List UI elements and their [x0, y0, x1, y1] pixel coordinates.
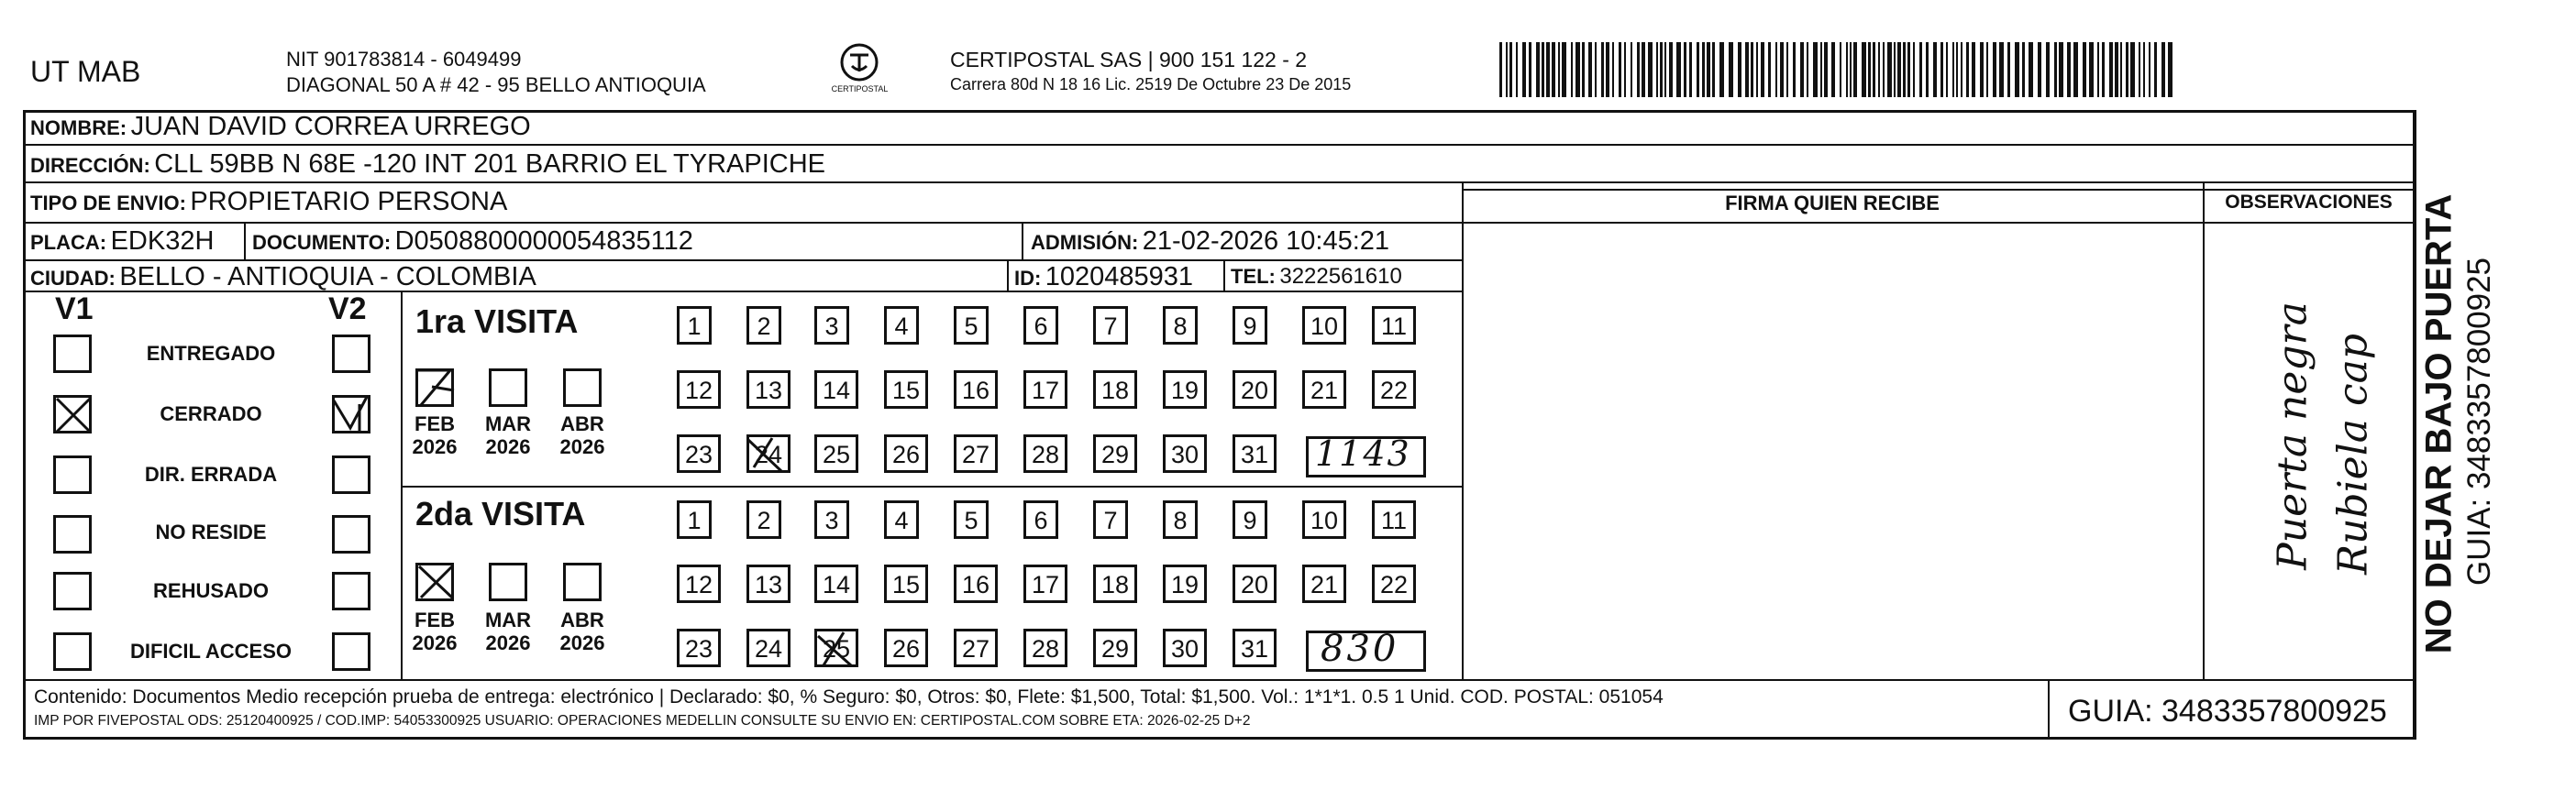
logo-text: CERTIPOSTAL	[831, 84, 889, 93]
second-visit-mar-checkbox[interactable]	[489, 563, 527, 601]
second-visit-day-10[interactable]: 10	[1302, 500, 1346, 539]
v2-rehusado-checkbox[interactable]	[332, 572, 370, 610]
barcode-bar	[1689, 42, 1692, 97]
second-visit-day-9[interactable]: 9	[1233, 500, 1267, 539]
second-visit-day-11[interactable]: 11	[1372, 500, 1416, 539]
barcode-bar	[1729, 42, 1733, 97]
barcode-bar	[2083, 42, 2086, 97]
barcode-bar	[1612, 42, 1614, 97]
second-visit-day-17[interactable]: 17	[1023, 565, 1067, 603]
first-visit-day-1[interactable]: 1	[677, 306, 712, 345]
option-rehusado: REHUSADO	[153, 579, 269, 602]
certipostal-line2: Carrera 80d N 18 16 Lic. 2519 De Octubre 23 De 2015	[950, 75, 1352, 93]
first-visit-day-16[interactable]: 16	[954, 370, 998, 409]
barcode-bar	[1952, 42, 1954, 97]
second-visit-day-21[interactable]: 21	[1302, 565, 1346, 603]
barcode-bar	[1619, 42, 1621, 97]
barcode-bar	[1999, 42, 2004, 97]
barcode-bar	[1800, 42, 1804, 97]
barcode-bar	[1536, 42, 1540, 97]
barcode-bar	[1669, 42, 1673, 97]
second-mar-label: MAR	[484, 609, 532, 631]
barcode-bar	[1840, 42, 1841, 97]
second-abr-year: 2026	[559, 631, 605, 654]
v1-dir-errada-checkbox[interactable]	[53, 455, 92, 494]
company-address: DIAGONAL 50 A # 42 - 95 BELLO ANTIOQUIA	[286, 73, 706, 96]
barcode-bar	[2149, 42, 2150, 97]
barcode-bar	[1972, 42, 1975, 97]
barcode-bar	[2097, 42, 2099, 97]
second-visit-day-5[interactable]: 5	[954, 500, 989, 539]
first-visit-time: 1143	[1315, 433, 1411, 474]
barcode-bar	[1664, 42, 1666, 97]
placa-field	[30, 226, 214, 257]
barcode-bar	[1850, 42, 1852, 97]
barcode-bar	[2015, 42, 2019, 97]
first-visit-title: 1ra VISITA	[415, 302, 579, 340]
barcode-bar	[2143, 42, 2145, 97]
v1-rehusado-checkbox[interactable]	[53, 572, 92, 610]
barcode-bar	[1986, 42, 1988, 97]
second-visit-day-26[interactable]: 26	[884, 629, 928, 667]
barcode-bar	[1903, 42, 1906, 97]
ciudad-label: CIUDAD:	[30, 267, 116, 290]
barcode-bar	[1738, 42, 1741, 97]
logo-icon	[830, 42, 890, 88]
barcode-bar	[1853, 42, 1857, 97]
barcode-bar	[1897, 42, 1901, 97]
nombre-label: NOMBRE:	[30, 116, 127, 139]
barcode-bar	[1499, 42, 1502, 97]
second-visit-day-6[interactable]: 6	[1023, 500, 1058, 539]
admision-label: ADMISIÓN:	[1031, 231, 1139, 254]
barcode-bar	[1660, 42, 1663, 97]
tel-value: 3222561610	[1279, 264, 1402, 289]
first-visit-day-17[interactable]: 17	[1023, 370, 1067, 409]
option-dificil-acceso: DIFICIL ACCESO	[129, 640, 292, 663]
barcode-bar	[2102, 42, 2105, 97]
barcode-bar	[2154, 42, 2157, 97]
barcode-bar	[1887, 42, 1892, 97]
first-visit-day-14[interactable]: 14	[814, 370, 858, 409]
first-visit-day-9[interactable]: 9	[1233, 306, 1267, 345]
barcode-bar	[1980, 42, 1984, 97]
tipo-envio-label: TIPO DE ENVIO:	[30, 192, 186, 214]
first-visit-day-18[interactable]: 18	[1093, 370, 1137, 409]
first-feb-year: 2026	[412, 435, 458, 458]
barcode-bar	[2022, 42, 2025, 97]
barcode-bar	[1745, 42, 1749, 97]
v2-entregado-checkbox[interactable]	[332, 335, 370, 373]
first-abr-label: ABR	[560, 412, 604, 435]
barcode-bar	[2054, 42, 2057, 97]
barcode-bar	[1786, 42, 1788, 97]
barcode-bar	[2109, 42, 2113, 97]
barcode-bar	[1940, 42, 1943, 97]
barcode-bar	[1761, 42, 1764, 97]
barcode-bar	[1807, 42, 1808, 97]
option-dir-errada: DIR. ERRADA	[144, 463, 278, 486]
barcode-bar	[1509, 42, 1512, 97]
barcode-bar	[1862, 42, 1866, 97]
second-visit-day-28[interactable]: 28	[1023, 629, 1067, 667]
barcode-bar	[2089, 42, 2094, 97]
first-abr-month	[558, 412, 607, 458]
barcode-bar	[2126, 42, 2128, 97]
barcode-bar	[1993, 42, 1996, 97]
barcode-bar	[1637, 42, 1640, 97]
barcode-bar	[1824, 42, 1828, 97]
first-abr-year: 2026	[559, 435, 605, 458]
barcode-bar	[2139, 42, 2140, 97]
v2-dir-errada-checkbox[interactable]	[332, 455, 370, 494]
barcode-bar	[1529, 42, 1531, 97]
barcode-bar	[2029, 42, 2033, 97]
barcode-bar	[2059, 42, 2063, 97]
second-mar-month	[483, 609, 533, 654]
second-abr-label: ABR	[560, 609, 604, 631]
placa-value: EDK32H	[110, 226, 215, 256]
barcode-bar	[1595, 42, 1597, 97]
second-visit-day-13[interactable]: 13	[746, 565, 790, 603]
barcode-bar	[1894, 42, 1896, 97]
first-visit-day-29[interactable]: 29	[1093, 434, 1137, 473]
option-no-reside: NO RESIDE	[155, 521, 267, 543]
barcode-bar	[2120, 42, 2122, 97]
barcode-bar	[1522, 42, 1526, 97]
first-visit-day-24[interactable]: 24	[746, 434, 790, 473]
barcode-bar	[1926, 42, 1929, 97]
barcode-bar	[1793, 42, 1796, 97]
barcode-bar	[1575, 42, 1580, 97]
first-visit-mar-checkbox[interactable]	[489, 368, 527, 407]
first-visit-day-4[interactable]: 4	[884, 306, 919, 345]
first-feb-label: FEB	[415, 412, 455, 435]
barcode-bar	[2046, 42, 2050, 97]
second-visit-day-mark	[814, 629, 857, 671]
id-value: 1020485931	[1045, 262, 1194, 291]
second-visit-day-3[interactable]: 3	[814, 500, 849, 539]
second-visit-day-18[interactable]: 18	[1093, 565, 1137, 603]
second-visit-day-7[interactable]: 7	[1093, 500, 1128, 539]
nombre-row	[30, 112, 531, 142]
tel-label: TEL:	[1231, 265, 1276, 288]
first-visit-day-12[interactable]: 12	[677, 370, 721, 409]
v1-no-reside-checkbox[interactable]	[53, 515, 92, 554]
placa-label: PLACA:	[30, 231, 107, 254]
barcode-bar	[1656, 42, 1658, 97]
v1-cerrado-check-mark	[53, 395, 94, 435]
first-visit-day-28[interactable]: 28	[1023, 434, 1067, 473]
barcode-bar	[1697, 42, 1699, 97]
tipo-envio-value: PROPIETARIO PERSONA	[190, 187, 508, 216]
barcode	[1499, 42, 2178, 97]
first-visit-day-26[interactable]: 26	[884, 434, 928, 473]
second-visit-day-25[interactable]: 25	[814, 629, 858, 667]
barcode-bar	[2168, 42, 2172, 97]
footer-contenido: Contenido: Documentos Medio recepción prueba de entrega: electrónico | Declarado: $0, % Seguro: $0, Otros: $0, Flete: $1,500, Total: $1,500. Vol.: 1*1*1. 0.5 1 Unid. COD. POSTAL: 051054	[34, 686, 1664, 708]
second-visit-day-27[interactable]: 27	[954, 629, 998, 667]
v1-entregado-checkbox[interactable]	[53, 335, 92, 373]
second-visit-feb-mark	[415, 561, 458, 603]
v1-header: V1	[55, 291, 94, 326]
second-visit-day-24[interactable]: 24	[746, 629, 790, 667]
barcode-bar	[1933, 42, 1937, 97]
barcode-bar	[1684, 42, 1686, 97]
first-visit-day-5[interactable]: 5	[954, 306, 989, 345]
barcode-bar	[1642, 42, 1645, 97]
barcode-bar	[2161, 42, 2165, 97]
first-visit-day-8[interactable]: 8	[1163, 306, 1198, 345]
first-visit-day-31[interactable]: 31	[1233, 434, 1277, 473]
first-visit-day-25[interactable]: 25	[814, 434, 858, 473]
barcode-bar	[1707, 42, 1710, 97]
barcode-bar	[2038, 42, 2041, 97]
barcode-bar	[2073, 42, 2078, 97]
first-visit-day-7[interactable]: 7	[1093, 306, 1128, 345]
second-visit-day-14[interactable]: 14	[814, 565, 858, 603]
barcode-bar	[1558, 42, 1560, 97]
v1-dificil-acceso-checkbox[interactable]	[53, 632, 92, 671]
barcode-bar	[2115, 42, 2118, 97]
first-visit-day-21[interactable]: 21	[1302, 370, 1346, 409]
barcode-bar	[1648, 42, 1653, 97]
direccion-row	[30, 149, 825, 180]
barcode-bar	[1813, 42, 1818, 97]
second-visit-time: 830	[1321, 628, 1399, 670]
barcode-bar	[1751, 42, 1753, 97]
id-label: ID:	[1014, 267, 1042, 290]
first-visit-day-mark	[745, 434, 787, 477]
barcode-bar	[1878, 42, 1880, 97]
barcode-bar	[1820, 42, 1822, 97]
barcode-bar	[1756, 42, 1758, 97]
second-visit-abr-checkbox[interactable]	[563, 563, 602, 601]
ciudad-field	[30, 262, 536, 292]
first-visit-day-13[interactable]: 13	[746, 370, 790, 409]
second-feb-year: 2026	[412, 631, 458, 654]
barcode-bar	[1606, 42, 1609, 97]
barcode-bar	[1831, 42, 1835, 97]
first-feb-month	[410, 412, 459, 458]
first-visit-day-6[interactable]: 6	[1023, 306, 1058, 345]
second-visit-day-20[interactable]: 20	[1233, 565, 1277, 603]
second-feb-month	[410, 609, 459, 654]
admision-field	[1031, 226, 1389, 257]
barcode-bar	[1956, 42, 1958, 97]
first-visit-day-2[interactable]: 2	[746, 306, 781, 345]
documento-value: D0508800000054835112	[394, 226, 693, 256]
barcode-bar	[1542, 42, 1544, 97]
first-visit-day-22[interactable]: 22	[1372, 370, 1416, 409]
second-visit-day-16[interactable]: 16	[954, 565, 998, 603]
second-visit-day-29[interactable]: 29	[1093, 629, 1137, 667]
first-visit-day-30[interactable]: 30	[1163, 434, 1207, 473]
first-visit-day-10[interactable]: 10	[1302, 306, 1346, 345]
second-feb-label: FEB	[415, 609, 455, 631]
observaciones-header: OBSERVACIONES	[2225, 192, 2393, 213]
barcode-bar	[1601, 42, 1604, 97]
barcode-bar	[1768, 42, 1771, 97]
nombre-value: JUAN DAVID CORREA URREGO	[130, 112, 531, 141]
footer-imp: IMP POR FIVEPOSTAL ODS: 25120400925 / COD.IMP: 54053300925 USUARIO: OPERACIONES MEDELLIN CONSULTE SU ENVIO EN: CERTIPOSTAL.COM SOBRE ETA: 2026-02-25 D+2	[34, 713, 1251, 729]
second-visit-title: 2da VISITA	[415, 495, 586, 532]
first-visit-day-20[interactable]: 20	[1233, 370, 1277, 409]
barcode-bar	[1676, 42, 1681, 97]
second-visit-day-19[interactable]: 19	[1163, 565, 1207, 603]
first-visit-feb-mark	[415, 367, 458, 409]
barcode-bar	[1631, 42, 1632, 97]
documento-field	[252, 226, 693, 257]
v2-no-reside-checkbox[interactable]	[332, 515, 370, 554]
first-visit-abr-checkbox[interactable]	[563, 368, 602, 407]
second-visit-day-8[interactable]: 8	[1163, 500, 1198, 539]
barcode-bar	[1506, 42, 1508, 97]
barcode-bar	[1624, 42, 1626, 97]
first-visit-day-3[interactable]: 3	[814, 306, 849, 345]
barcode-bar	[1588, 42, 1592, 97]
company-name: UT MAB	[30, 55, 141, 88]
firma-header: FIRMA QUIEN RECIBE	[1725, 192, 1940, 214]
option-cerrado: CERRADO	[160, 402, 262, 425]
barcode-bar	[1546, 42, 1550, 97]
footer-guia: GUIA: 3483357800925	[2068, 694, 2387, 729]
second-visit-day-4[interactable]: 4	[884, 500, 919, 539]
first-mar-label: MAR	[484, 412, 532, 435]
first-mar-month	[483, 412, 533, 458]
second-visit-day-12[interactable]: 12	[677, 565, 721, 603]
second-visit-day-30[interactable]: 30	[1163, 629, 1207, 667]
barcode-bar	[1946, 42, 1948, 97]
barcode-bar	[1582, 42, 1585, 97]
barcode-bar	[1552, 42, 1555, 97]
second-visit-day-22[interactable]: 22	[1372, 565, 1416, 603]
barcode-bar	[1571, 42, 1573, 97]
id-field	[1014, 262, 1193, 292]
barcode-bar	[1883, 42, 1885, 97]
first-mar-year: 2026	[485, 435, 531, 458]
certipostal-logo	[830, 42, 890, 103]
barcode-bar	[1702, 42, 1705, 97]
barcode-bar	[1775, 42, 1777, 97]
no-dejar-bajo-puerta: NO DEJAR BAJO PUERTA	[2418, 193, 2460, 654]
second-mar-year: 2026	[485, 631, 531, 654]
observation-handwriting-1: Puerta negra	[2269, 302, 2316, 570]
direccion-value: CLL 59BB N 68E -120 INT 201 BARRIO EL TYRAPICHE	[154, 149, 826, 179]
barcode-bar	[1780, 42, 1784, 97]
v2-header: V2	[328, 291, 367, 326]
second-visit-day-2[interactable]: 2	[746, 500, 781, 539]
first-visit-day-11[interactable]: 11	[1372, 306, 1416, 345]
first-visit-day-15[interactable]: 15	[884, 370, 928, 409]
first-visit-day-19[interactable]: 19	[1163, 370, 1207, 409]
direccion-label: DIRECCIÓN:	[30, 154, 150, 177]
barcode-bar	[1712, 42, 1715, 97]
barcode-bar	[1919, 42, 1922, 97]
barcode-bar	[2130, 42, 2135, 97]
v2-cerrado-check-mark	[332, 395, 372, 435]
certipostal-line1: CERTIPOSTAL SAS | 900 151 122 - 2	[950, 48, 1308, 71]
side-guia: GUIA: 3483357800925	[2461, 257, 2497, 587]
barcode-bar	[1966, 42, 1969, 97]
barcode-bar	[2067, 42, 2071, 97]
nit-text: NIT 901783814 - 6049499	[286, 48, 522, 71]
second-visit-day-23[interactable]: 23	[677, 629, 721, 667]
observation-handwriting-2: Rubiela cap	[2329, 333, 2377, 576]
second-visit-day-1[interactable]: 1	[677, 500, 712, 539]
barcode-bar	[1907, 42, 1910, 97]
admision-value: 21-02-2026 10:45:21	[1142, 226, 1390, 256]
second-visit-day-31[interactable]: 31	[1233, 629, 1277, 667]
barcode-bar	[1868, 42, 1871, 97]
barcode-bar	[1913, 42, 1915, 97]
v2-dificil-acceso-checkbox[interactable]	[332, 632, 370, 671]
barcode-bar	[1562, 42, 1566, 97]
ciudad-value: BELLO - ANTIOQUIA - COLOMBIA	[119, 262, 536, 291]
option-entregado: ENTREGADO	[146, 342, 276, 365]
barcode-bar	[1516, 42, 1518, 97]
first-visit-day-27[interactable]: 27	[954, 434, 998, 473]
barcode-bar	[1719, 42, 1724, 97]
second-visit-day-15[interactable]: 15	[884, 565, 928, 603]
barcode-bar	[2007, 42, 2010, 97]
barcode-bar	[1873, 42, 1875, 97]
first-visit-day-23[interactable]: 23	[677, 434, 721, 473]
barcode-bar	[1846, 42, 1848, 97]
barcode-bar	[1961, 42, 1962, 97]
documento-label: DOCUMENTO:	[252, 231, 392, 254]
tipo-envio-row	[30, 187, 507, 217]
second-abr-month	[558, 609, 607, 654]
tel-field	[1231, 264, 1402, 290]
